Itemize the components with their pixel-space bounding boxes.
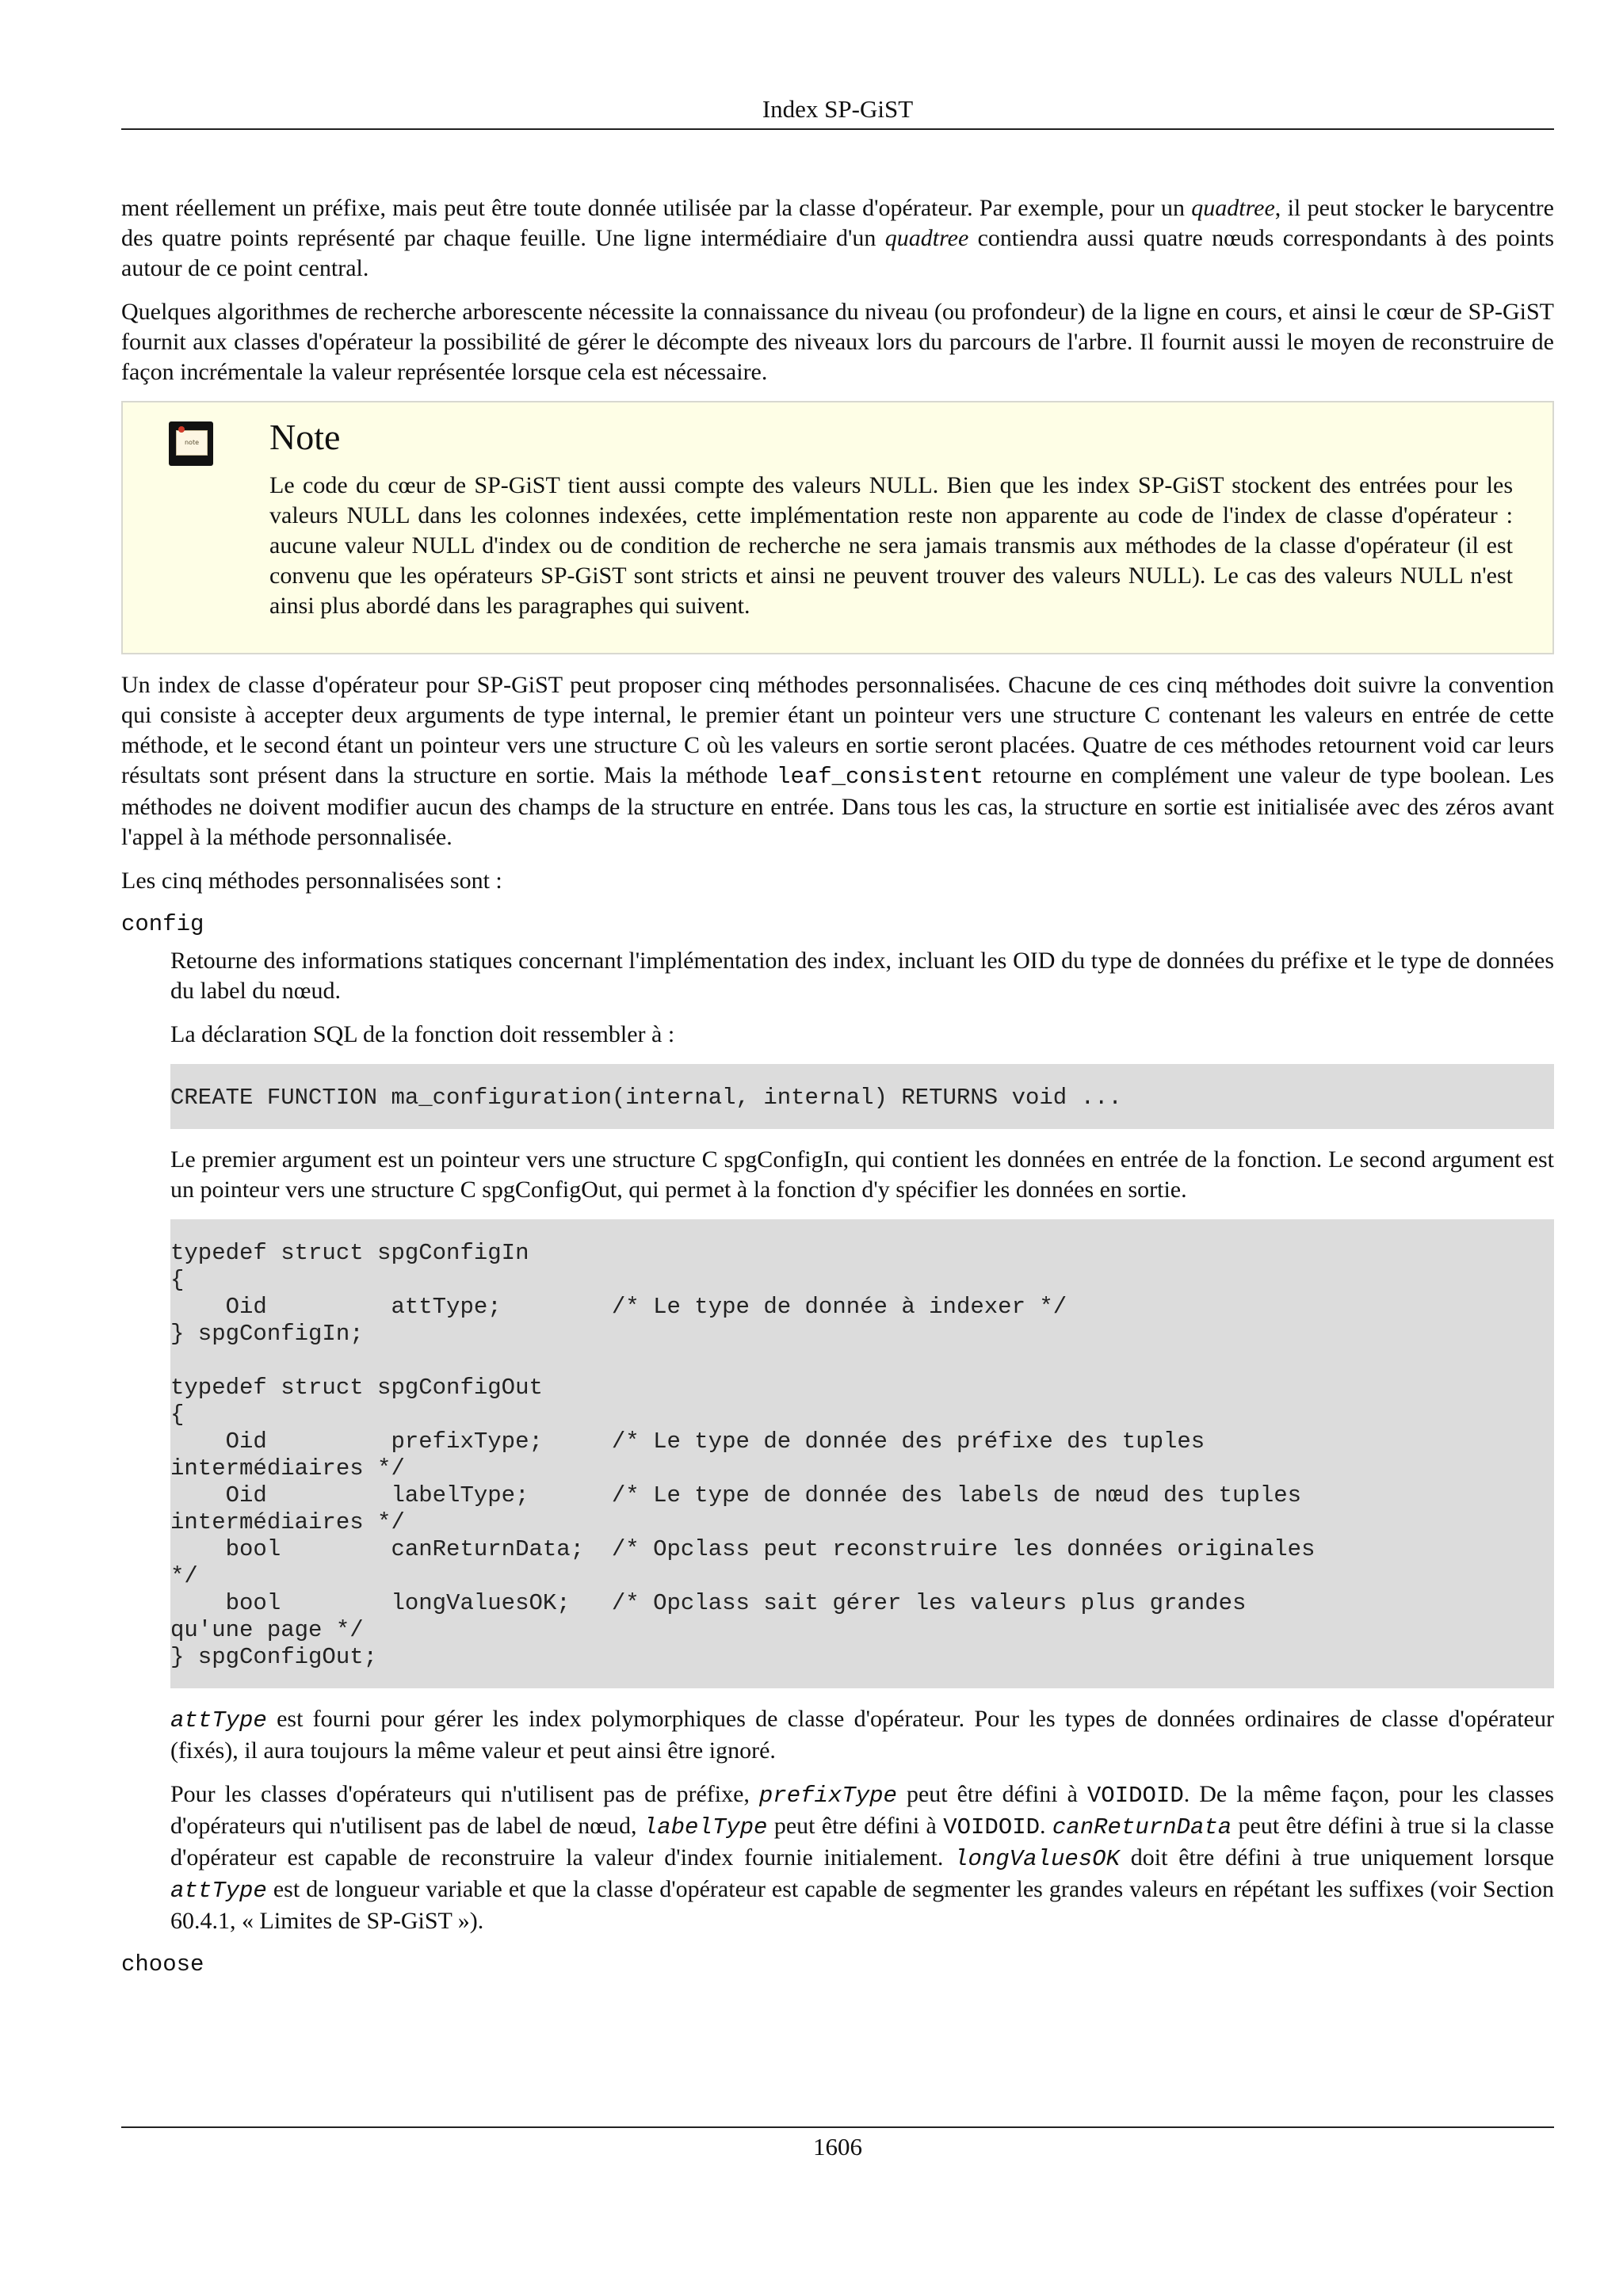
method-term-config: config — [121, 911, 204, 937]
footer-rule — [121, 2126, 1554, 2128]
config-atttype: attType est fourni pour gérer les index polymorphiques de classe d'opérateur. Pour les types de données ordinaires de classe d'opérateur (fixés), il aura toujours la même valeur et peut ainsi être ignoré. — [170, 1706, 1554, 1764]
method-desc-config — [170, 946, 1554, 1936]
note-box — [121, 401, 1554, 654]
method-list — [121, 910, 1554, 1980]
term-quadtree: quadtree — [1191, 195, 1275, 221]
term-quadtree: quadtree — [884, 225, 969, 251]
struct-code-block: typedef struct spgConfigIn { Oid attType; /* Le type de donnée à indexer */ } spgConfigIn; typedef struct spgConfigOut { Oid prefixType; /* Le type de donnée des préfixe des tuples intermédiaires */ Oid labelType; /* Le type de donnée des labels de nœud des tuples intermédiaires */ bool canReturnData; /* Opclass peut reconstruire les données originales */ bool longValuesOK; /* Opclass sait gérer les valeurs plus grandes qu'une page */ } spgConfigOut; — [170, 1219, 1554, 1688]
paragraph-methods-convention: Un index de classe d'opérateur pour SP-GiST peut proposer cinq méthodes personnalisées. Chacune de ces cinq méthodes doit suivre la convention qui consiste à accepter deux arguments de type internal, le premier étant un pointeur vers une structure C contenant les valeurs en entrée de cette méthode, et le second étant un pointeur vers une structure C où les valeurs en sortie seront placées. Quatre de ces méthodes retournent void car leurs résultats sont présent dans la structure en sortie. Mais la méthode leaf_consistent retourne en complément une valeur de type boolean. Les méthodes ne doivent modifier aucun des champs de la structure en entrée. Dans tous les cas, la structure en sortie est initialisée avec des zéros avant l'appel à la méthode personnalisée. — [121, 672, 1554, 850]
paragraph-methods-intro: Les cinq méthodes personnalisées sont : — [121, 868, 502, 894]
note-icon-paper: note — [176, 430, 208, 456]
page-body — [121, 193, 1554, 1986]
note-title: Note — [269, 417, 341, 457]
code-atttype: attType — [170, 1878, 267, 1904]
note-icon — [169, 421, 213, 466]
config-description: Retourne des informations statiques concernant l'implémentation des index, incluant les OID du type de données du préfixe et le type de données du label du nœud. — [170, 948, 1554, 1004]
code-longvaluesok: longValuesOK — [954, 1846, 1120, 1872]
code-prefixtype: prefixType — [758, 1783, 897, 1809]
code-labeltype: labelType — [643, 1814, 768, 1840]
running-header: Index SP-GiST — [762, 95, 914, 123]
note-content — [269, 417, 1513, 621]
code-atttype: attType — [170, 1707, 267, 1733]
code-leaf-consistent: leaf_consistent — [777, 764, 984, 790]
config-final: Pour les classes d'opérateurs qui n'utilisent pas de préfixe, prefixType peut être défini à VOIDOID. De la même façon, pour les classes d'opérateurs qui n'utilisent pas de label de nœud, labelType peut être défini à VOIDOID. canReturnData peut être défini à true si la classe d'opérateur est capable de reconstruire la valeur d'index fournie initialement. longValuesOK doit être défini à true uniquement lorsque attType est de longueur variable et que la classe d'opérateur est capable de segmenter les grandes valeurs en répétant les suffixes (voir Section 60.4.1, « Limites de SP-GiST »). — [170, 1781, 1555, 1934]
config-arguments: Le premier argument est un pointeur vers une structure C spgConfigIn, qui contient les données en entrée de la fonction. Le second argument est un pointeur vers une structure C spgConfigOut, qui permet à la fonction d'y spécifier les données en sortie. — [170, 1146, 1554, 1203]
paragraph-level-tracking: Quelques algorithmes de recherche arborescente nécessite la connaissance du niveau (ou profondeur) de la ligne en cours, et ainsi le cœur de SP-GiST fournit aux classes d'opérateur la possibilité de gérer le décompte des niveaux lors du parcours de l'arbre. Il fournit aussi le moyen de reconstruire de façon incrémentale la valeur représentée lorsque cela est nécessaire. — [121, 299, 1554, 385]
code-voidoid: VOIDOID — [943, 1814, 1041, 1840]
header-rule — [121, 128, 1554, 130]
code-canreturndata: canReturnData — [1052, 1814, 1232, 1840]
config-sql-intro: La déclaration SQL de la fonction doit ressembler à : — [170, 1021, 675, 1047]
page-number: 1606 — [813, 2133, 862, 2161]
note-text: Le code du cœur de SP-GiST tient aussi compte des valeurs NULL. Bien que les index SP-GiST stockent des entrées pour les valeurs NULL dans les colonnes indexées, cette implémentation reste non apparente au code de l'index de classe d'opérateur : aucune valeur NULL d'index ou de condition de recherche ne sera jamais transmis aux méthodes de la classe d'opérateur (il est convenu que les opérateurs SP-GiST sont stricts et ainsi ne peuvent trouver des valeurs NULL). Le cas des valeurs NULL n'est ainsi plus abordé dans les paragraphes qui suivent. — [269, 472, 1513, 619]
pin-icon — [178, 426, 185, 433]
code-voidoid: VOIDOID — [1086, 1783, 1184, 1809]
sql-code-block: CREATE FUNCTION ma_configuration(internal, internal) RETURNS void ... — [170, 1064, 1554, 1129]
method-term-choose: choose — [121, 1951, 204, 1978]
paragraph-prefix-description: ment réellement un préfixe, mais peut être toute donnée utilisée par la classe d'opérateur. Par exemple, pour un quadtree, il peut stocker le barycentre des quatre points représenté par chaque feuille. Une ligne intermédiaire d'un quadtree contiendra aussi quatre nœuds correspondants à des points autour de ce point central. — [121, 195, 1554, 281]
